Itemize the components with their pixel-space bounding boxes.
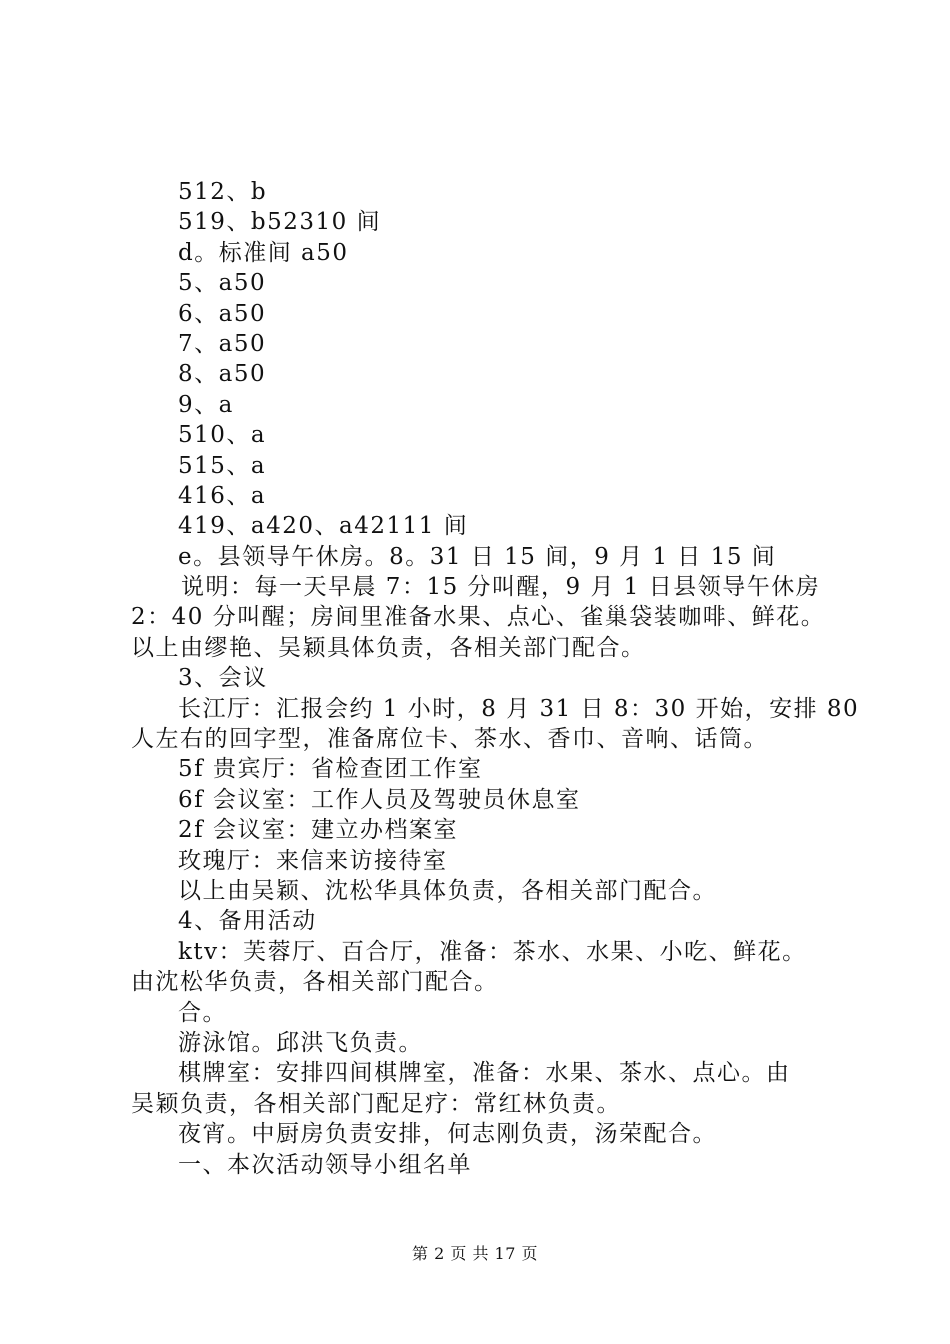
- text-line: 419、a420、a42111 间: [178, 513, 469, 540]
- text-line: 合。: [178, 999, 227, 1026]
- text-line: 2：40 分叫醒；房间里准备水果、点心、雀巢袋装咖啡、鲜花。: [131, 604, 826, 631]
- text-line: ktv：芙蓉厅、百合厅，准备：茶水、水果、小吃、鲜花。: [178, 938, 807, 965]
- text-line: 夜宵。中厨房负责安排，何志刚负责，汤荣配合。: [178, 1121, 717, 1148]
- text-line: 由沈松华负责，各相关部门配合。: [131, 969, 499, 996]
- text-line: 以上由吴颖、沈松华具体负责，各相关部门配合。: [178, 877, 717, 904]
- section-heading: 一、本次活动领导小组名单: [178, 1151, 472, 1178]
- text-line: 7、a50: [178, 330, 267, 357]
- text-line: 519、b52310 间: [178, 209, 382, 236]
- text-line: 512、b: [178, 179, 268, 205]
- text-line: 棋牌室：安排四间棋牌室，准备：水果、茶水、点心。由: [178, 1060, 791, 1087]
- text-line: 2f 会议室：建立办档案室: [178, 817, 458, 844]
- document-body: [131, 177, 860, 1180]
- text-line: e。县领导午休房。8。31 日 15 间，9 月 1 日 15 间: [178, 543, 777, 570]
- text-line: 长江厅：汇报会约 1 小时，8 月 31 日 8：30 开始，安排 80: [178, 695, 860, 722]
- text-line: 说明：每一天早晨 7：15 分叫醒，9 月 1 日县领导午休房: [181, 574, 821, 601]
- text-line: 6f 会议室：工作人员及驾驶员休息室: [178, 786, 581, 813]
- text-line: 吴颖负责，各相关部门配足疗：常红林负责。: [131, 1090, 621, 1117]
- page-number-footer: 第 2 页 共 17 页: [412, 1244, 538, 1263]
- text-line: 5、a50: [178, 270, 267, 297]
- section-heading: 3、会议: [178, 665, 268, 692]
- text-line: d。标准间 a50: [178, 239, 349, 266]
- text-line: 以上由缪艳、吴颖具体负责，各相关部门配合。: [131, 634, 646, 661]
- text-line: 9、a: [178, 391, 234, 418]
- text-line: 6、a50: [178, 300, 267, 327]
- text-line: 416、a: [178, 482, 267, 509]
- text-line: 游泳馆。邱洪飞负责。: [178, 1029, 423, 1056]
- text-line: 5f 贵宾厅：省检查团工作室: [178, 756, 483, 783]
- text-line: 510、a: [178, 422, 267, 449]
- text-line: 玫瑰厅：来信来访接待室: [178, 847, 448, 874]
- section-heading: 4、备用活动: [178, 908, 317, 935]
- text-line: 8、a50: [178, 361, 267, 388]
- text-line: 人左右的回字型，准备席位卡、茶水、香巾、音响、话筒。: [131, 726, 768, 753]
- text-line: 515、a: [178, 452, 267, 479]
